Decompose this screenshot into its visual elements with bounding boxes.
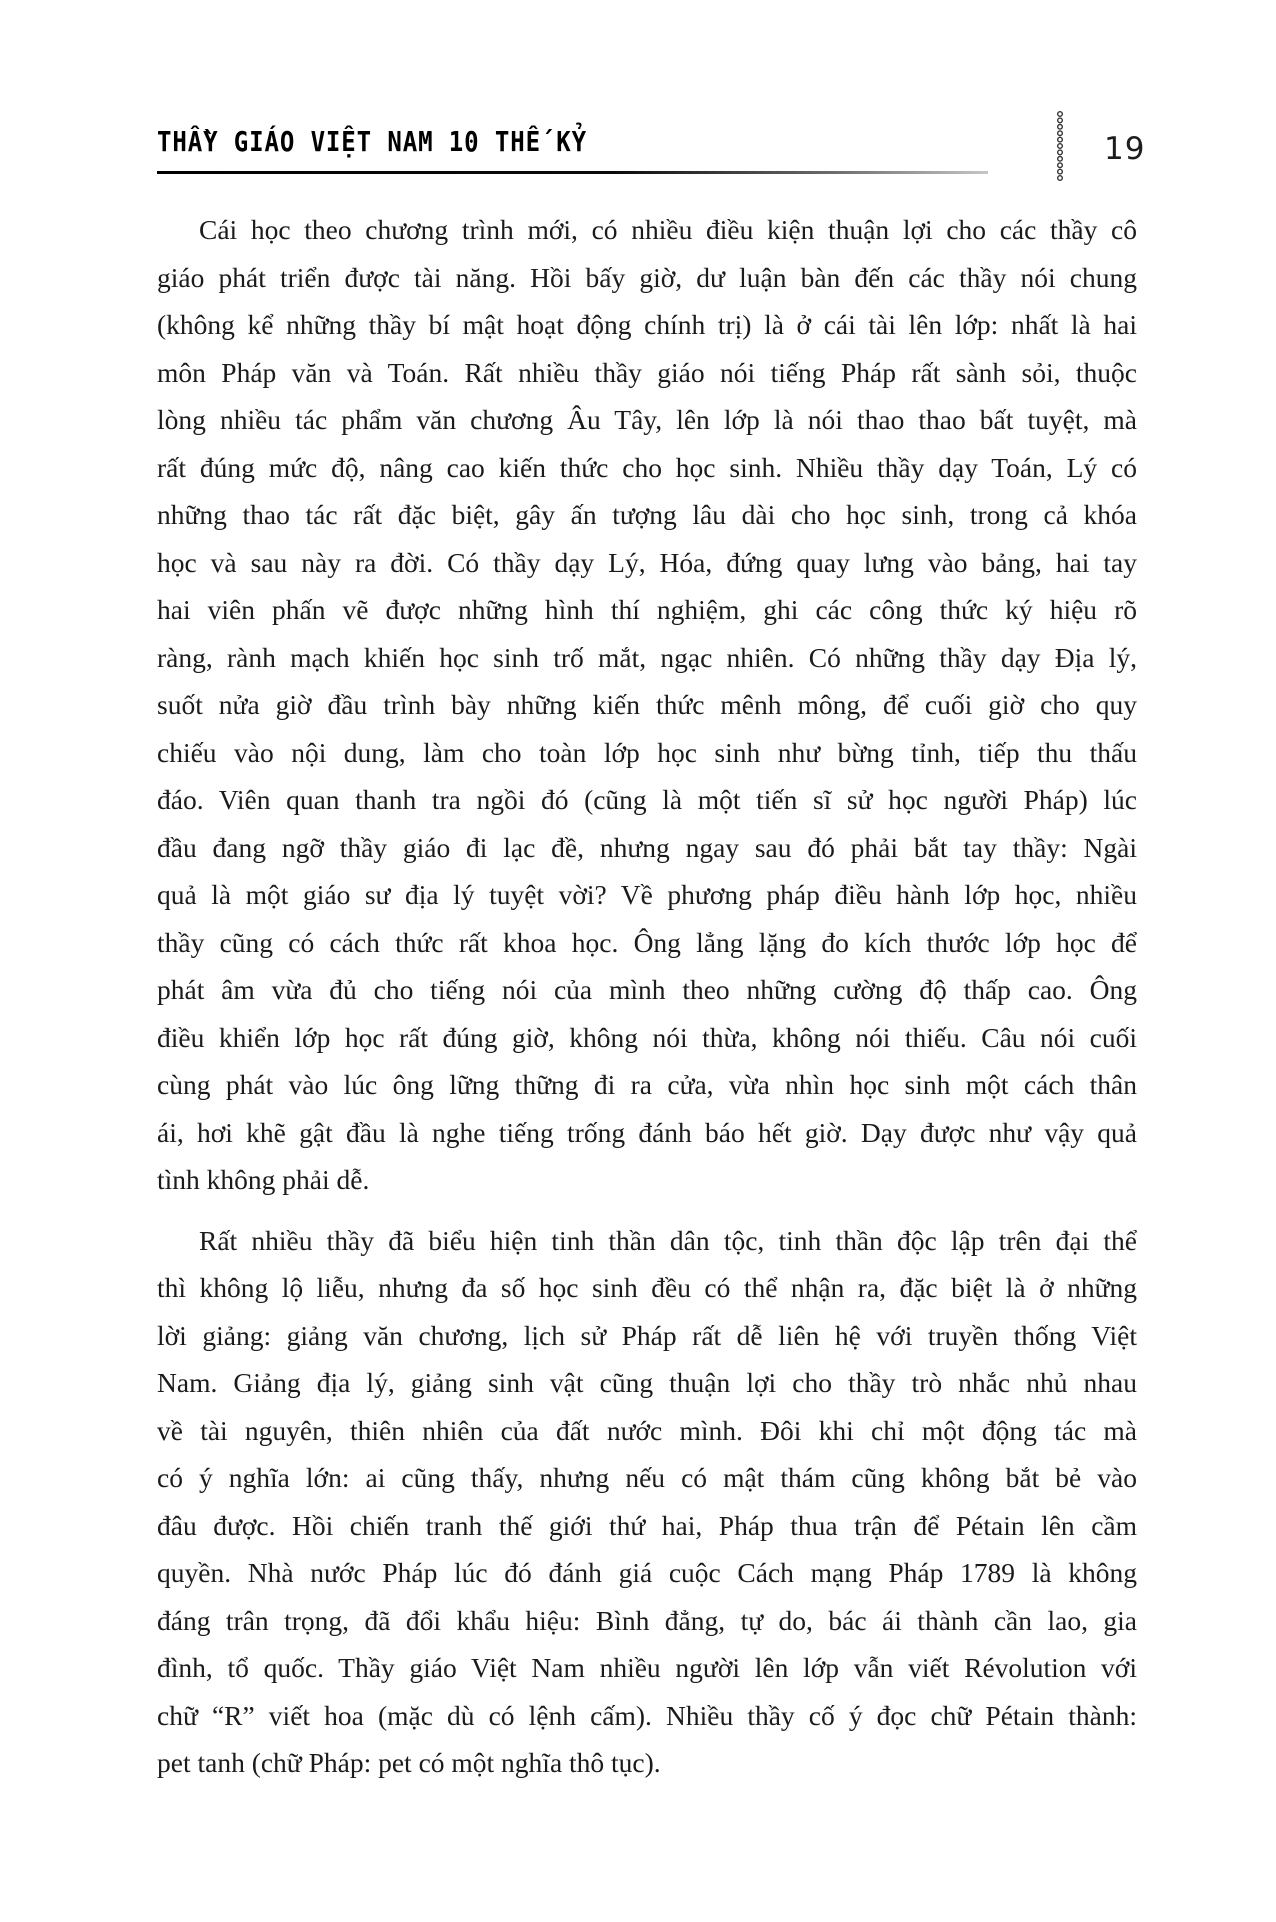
text-line: ràng, rành mạch khiến học sinh trố mắt, ngạc nhiên. Có những thầy dạy Địa lý, (157, 641, 1137, 673)
text-line: suốt nửa giờ đầu trình bày những kiến thức mênh mông, để cuối giờ cho quy (157, 689, 1137, 720)
text-line: rất đúng mức độ, nâng cao kiến thức cho học sinh. Nhiều thầy dạy Toán, Lý có (157, 451, 1137, 483)
text-line: phát âm vừa đủ cho tiếng nói của mình theo những cường độ thấp cao. Ông (157, 974, 1137, 1005)
text-line: quả là một giáo sư địa lý tuyệt vời? Về phương pháp điều hành lớp học, nhiều (157, 879, 1137, 910)
text-line: lời giảng: giảng văn chương, lịch sử Pháp rất dễ liên hệ với truyền thống Việt (157, 1319, 1137, 1351)
text-line: đầu đang ngỡ thầy giáo đi lạc đề, nhưng ngay sau đó phải bắt tay thầy: Ngài (157, 831, 1137, 863)
text-line: Cái học theo chương trình mới, có nhiều điều kiện thuận lợi cho các thầy cô (199, 214, 1137, 245)
text-line: (không kể những thầy bí mật hoạt động chính trị) là ở cái tài lên lớp: nhất là hai (157, 309, 1137, 340)
text-line: những thao tác rất đặc biệt, gây ấn tượng lâu dài cho học sinh, trong cả khóa (157, 499, 1137, 530)
paragraph (157, 206, 1137, 1204)
text-line: có ý nghĩa lớn: ai cũng thấy, nhưng nếu có mật thám cũng không bắt bẻ vào (157, 1462, 1137, 1493)
header-rule (157, 171, 988, 174)
text-line: đáng trân trọng, đã đổi khẩu hiệu: Bình đẳng, tự do, bác ái thành cần lao, gia (157, 1604, 1137, 1636)
text-line: tình không phải dễ. (157, 1164, 370, 1195)
dotted-divider-icon (1055, 111, 1065, 181)
text-line: chữ “R” viết hoa (mặc dù có lệnh cấm). Nhiều thầy cố ý đọc chữ Pétain thành: (157, 1699, 1137, 1731)
text-line: Rất nhiều thầy đã biểu hiện tinh thần dân tộc, tinh thần độc lập trên đại thể (199, 1224, 1137, 1256)
text-line: quyền. Nhà nước Pháp lúc đó đánh giá cuộc Cách mạng Pháp 1789 là không (157, 1557, 1137, 1588)
paragraph (157, 1217, 1137, 1787)
text-line: cùng phát vào lúc ông lững thững đi ra cửa, vừa nhìn học sinh một cách thân (157, 1069, 1137, 1100)
text-line: pet tanh (chữ Pháp: pet có một nghĩa thô tục). (157, 1747, 661, 1778)
text-line: đâu được. Hồi chiến tranh thế giới thứ hai, Pháp thua trận để Pétain lên cầm (157, 1509, 1137, 1541)
text-line: điều khiển lớp học rất đúng giờ, không nói thừa, không nói thiếu. Câu nói cuối (157, 1021, 1137, 1053)
page-number: 19 (1104, 131, 1146, 167)
text-line: học và sau này ra đời. Có thầy dạy Lý, Hóa, đứng quay lưng vào bảng, hai tay (157, 546, 1137, 578)
text-line: ái, hơi khẽ gật đầu là nghe tiếng trống đánh báo hết giờ. Dạy được như vậy quả (157, 1116, 1137, 1148)
text-line: đình, tổ quốc. Thầy giáo Việt Nam nhiều người lên lớp vẫn viết Révolution với (157, 1652, 1137, 1683)
text-line: giáo phát triển được tài năng. Hồi bấy giờ, dư luận bàn đến các thầy nói chung (157, 261, 1137, 293)
text-line: thì không lộ liễu, nhưng đa số học sinh đều có thể nhận ra, đặc biệt là ở những (157, 1272, 1137, 1303)
page-body (157, 206, 1137, 1787)
text-line: lòng nhiều tác phẩm văn chương Âu Tây, lên lớp là nói thao thao bất tuyệt, mà (157, 404, 1137, 435)
text-line: thầy cũng có cách thức rất khoa học. Ông lẳng lặng đo kích thước lớp học để (157, 926, 1137, 958)
text-line: Nam. Giảng địa lý, giảng sinh vật cũng thuận lợi cho thầy trò nhắc nhủ nhau (157, 1367, 1137, 1398)
header-title: THẦY GIÁO VIỆT NAM 10 THẾ KỶ (157, 125, 588, 158)
text-line: về tài nguyên, thiên nhiên của đất nước mình. Đôi khi chỉ một động tác mà (157, 1414, 1137, 1446)
text-line: môn Pháp văn và Toán. Rất nhiều thầy giáo nói tiếng Pháp rất sành sỏi, thuộc (157, 356, 1137, 388)
text-line: chiếu vào nội dung, làm cho toàn lớp học sinh như bừng tỉnh, tiếp thu thấu (157, 736, 1137, 768)
text-line: đáo. Viên quan thanh tra ngồi đó (cũng là một tiến sĩ sử học người Pháp) lúc (157, 784, 1137, 815)
text-line: hai viên phấn vẽ được những hình thí nghiệm, ghi các công thức ký hiệu rõ (157, 594, 1137, 625)
